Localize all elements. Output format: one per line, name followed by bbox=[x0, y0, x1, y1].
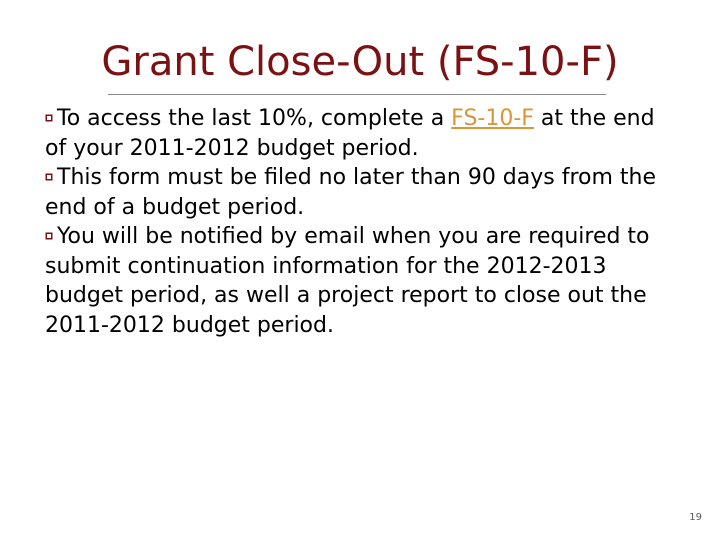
bullet-text-before-link: To access the last 10%, complete a bbox=[57, 106, 452, 131]
square-bullet-icon bbox=[45, 173, 53, 181]
fs-10-f-link[interactable]: FS-10-F bbox=[451, 106, 534, 131]
bullet-item-deadline bbox=[45, 163, 670, 222]
square-bullet-icon bbox=[45, 114, 53, 122]
bullet-text: You will be notified by email when you are required to submit continuation information for the 2012-2013 budget period, as well a project report to close out the 2011-2012 budget period. bbox=[45, 224, 650, 338]
slide-title: Grant Close-Out (FS-10-F) bbox=[101, 39, 619, 85]
page-number: 19 bbox=[689, 512, 702, 523]
title-divider bbox=[108, 94, 606, 95]
bullet-item-notification bbox=[45, 222, 670, 340]
square-bullet-icon bbox=[45, 232, 53, 240]
bullet-text: This form must be filed no later than 90 days from the end of a budget period. bbox=[45, 165, 657, 220]
bullet-text-after-link: at the end of your 2011-2012 budget period. bbox=[45, 106, 655, 161]
bullet-list bbox=[45, 104, 670, 340]
bullet-item-access bbox=[45, 104, 670, 163]
